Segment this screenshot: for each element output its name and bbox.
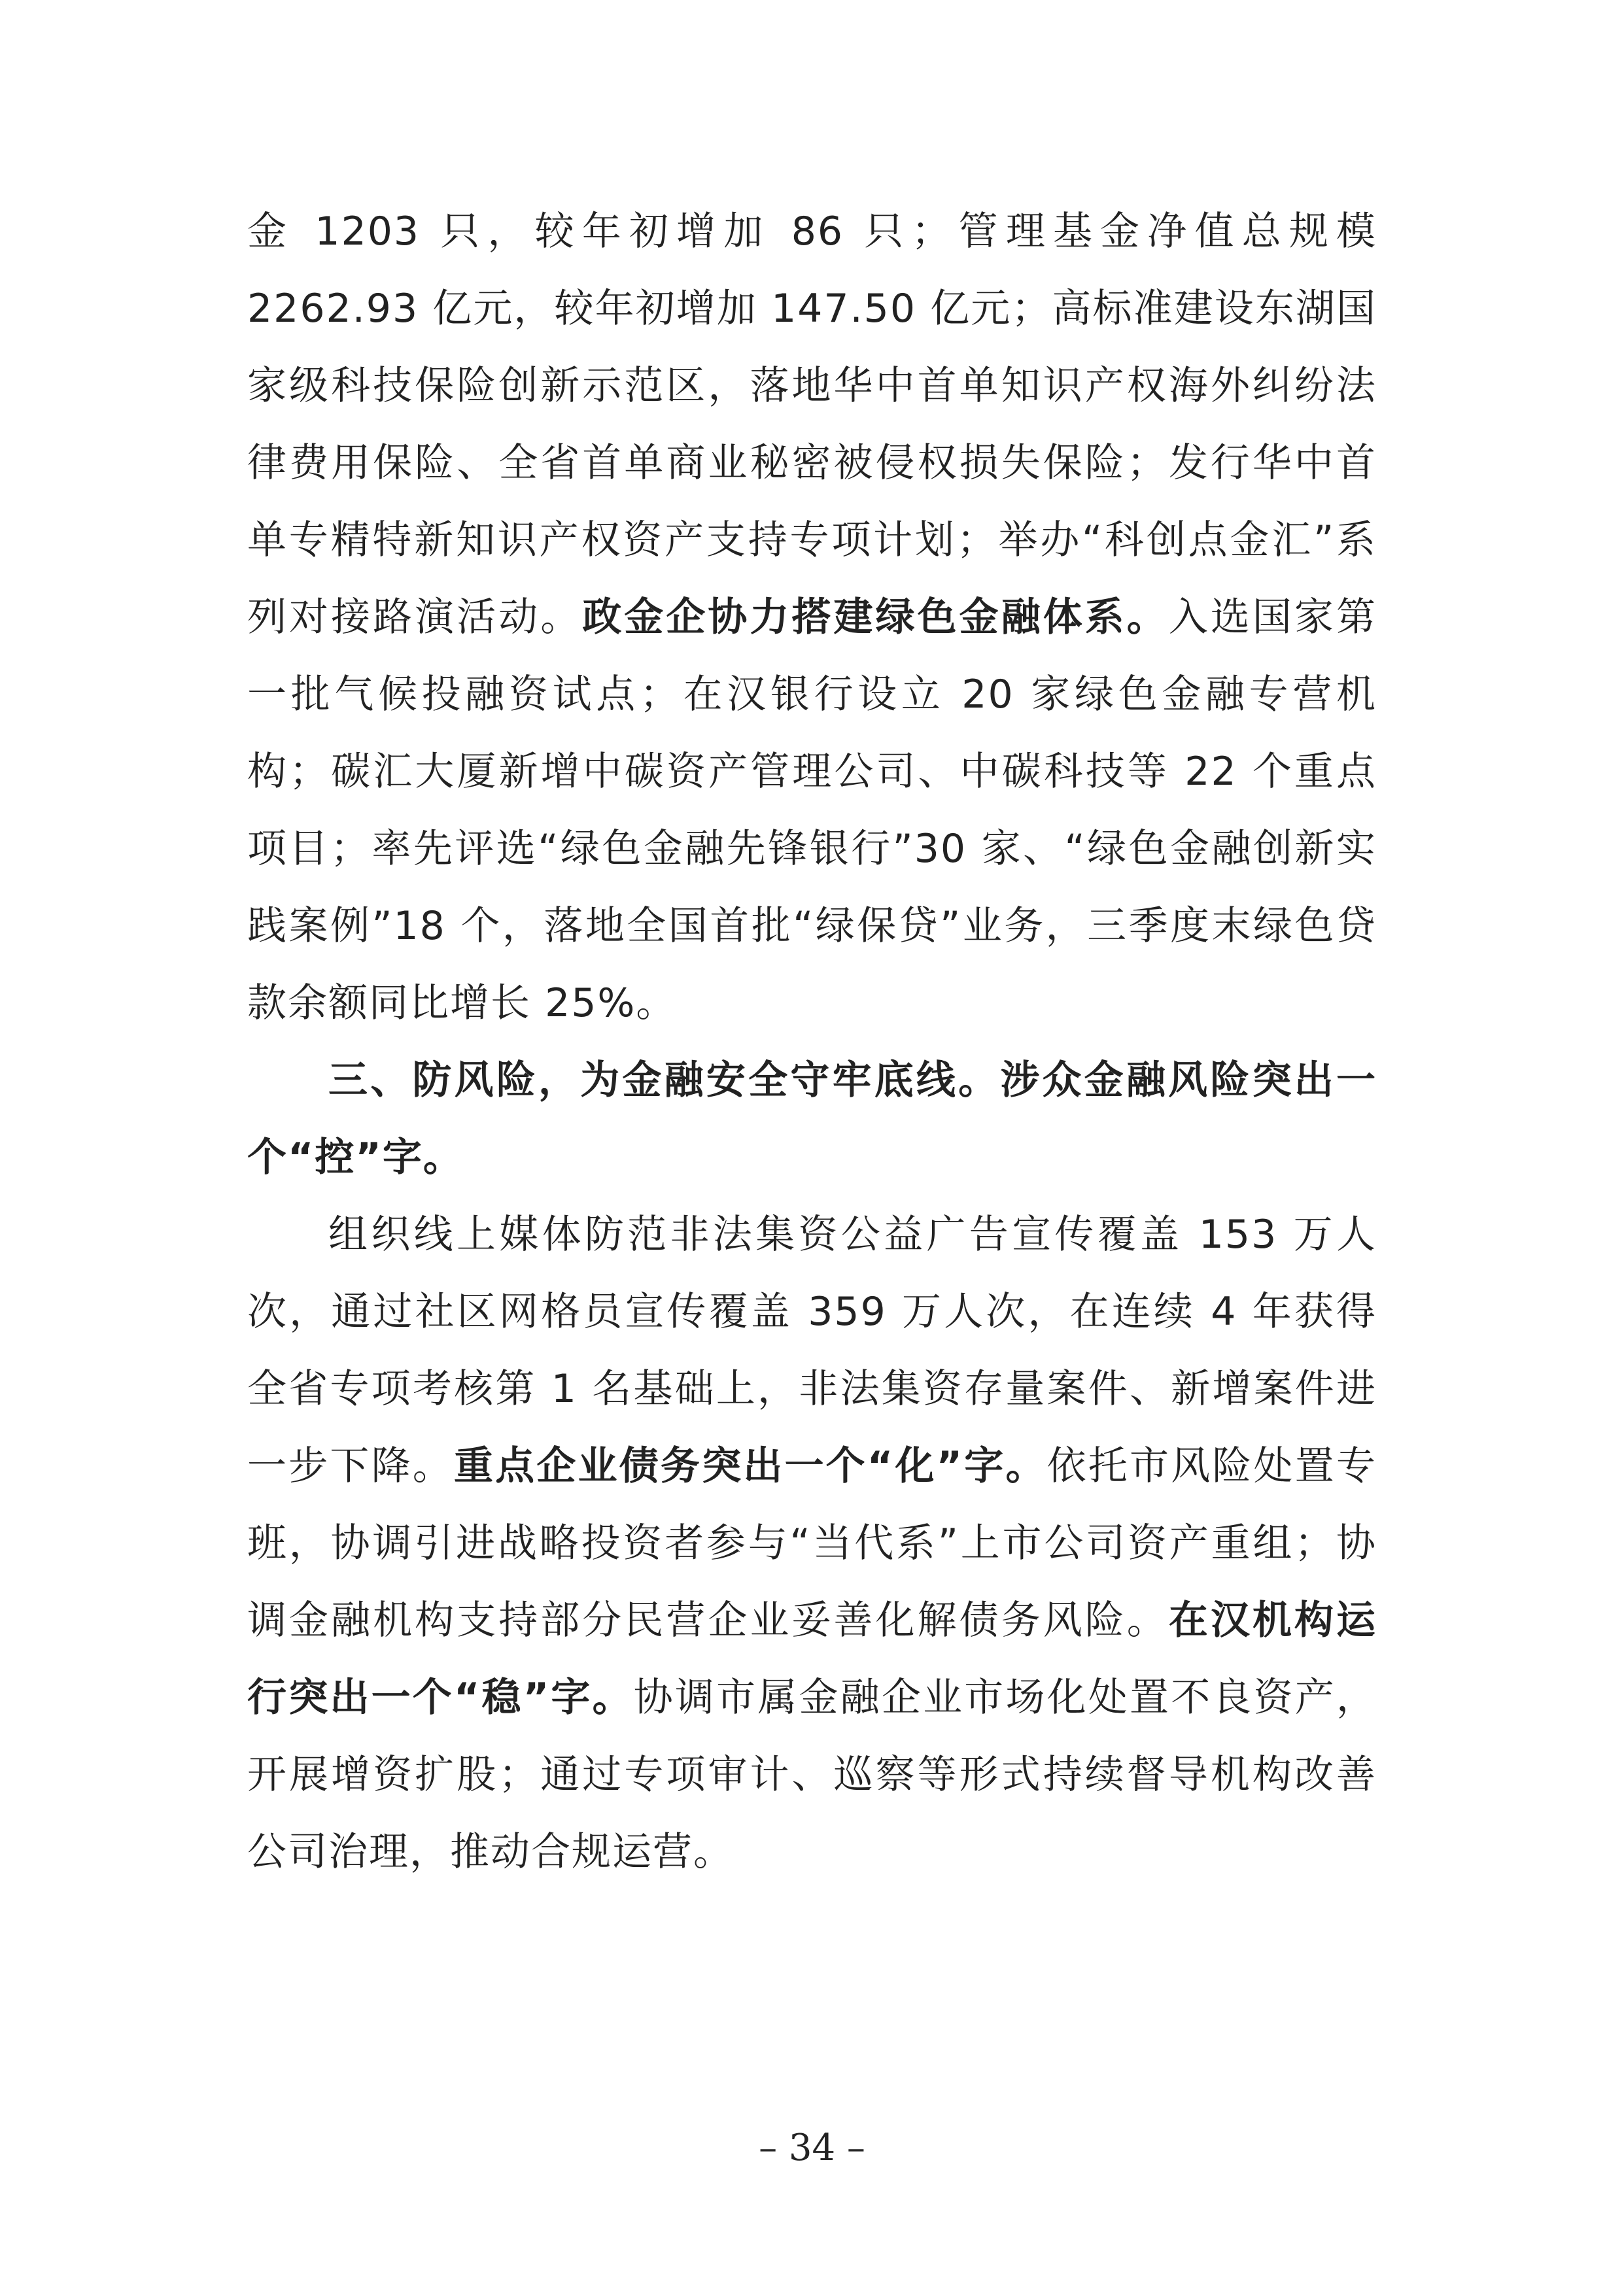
- bold-lead-phrase: 重点企业债务突出一个“化”字。: [453, 1443, 1047, 1489]
- bold-lead-phrase: 在汉机构运行突出一个“稳”字。: [247, 1598, 1377, 1721]
- text-span: 依托市风险处置专班，协调引进战略投资者参与“当代系”上市公司资产重组；协调金融机构支持部分民营企业妥善化解债务风险。: [247, 1443, 1377, 1643]
- heading-text: 三、防风险，为金融安全守牢底线。涉众金融风险突出一个“控”字。: [247, 1057, 1377, 1180]
- paragraph-risk: [247, 1196, 1377, 1891]
- page-number: – 34 –: [759, 2127, 865, 2169]
- text-span: 金 1203 只，较年初增加 86 只；管理基金净值总规模 2262.93 亿元，较年初增加 147.50 亿元；高标准建设东湖国家级科技保险创新示范区，落地华中首单知识产权海外纠纷法律费用保险、全省首单商业秘密被侵权损失保险；发行华中首单专精特新知识产权资产支持专项计划；举办“科创点金汇”系列对接路演活动。: [247, 209, 1377, 640]
- text-span: 协调市属金融企业市场化处置不良资产，开展增资扩股；通过专项审计、巡察等形式持续督导机构改善公司治理，推动合规运营。: [247, 1675, 1377, 1875]
- bold-lead-phrase: 政金企协力搭建绿色金融体系。: [582, 594, 1169, 640]
- paragraph-continuation: [247, 193, 1377, 1042]
- section-heading: [247, 1042, 1377, 1196]
- text-span: 组织线上媒体防范非法集资公益广告宣传覆盖 153 万人次，通过社区网格员宣传覆盖 359 万人次，在连续 4 年获得全省专项考核第 1 名基础上，非法集资存量案件、新增案件进一步下降。: [247, 1212, 1377, 1489]
- document-body: [247, 193, 1377, 1891]
- text-span: 入选国家第一批气候投融资试点；在汉银行设立 20 家绿色金融专营机构；碳汇大厦新增中碳资产管理公司、中碳科技等 22 个重点项目；率先评选“绿色金融先锋银行”30 家、“绿色金融创新实践案例”18 个，落地全国首批“绿保贷”业务，三季度末绿色贷款余额同比增长 25%。: [247, 594, 1377, 1026]
